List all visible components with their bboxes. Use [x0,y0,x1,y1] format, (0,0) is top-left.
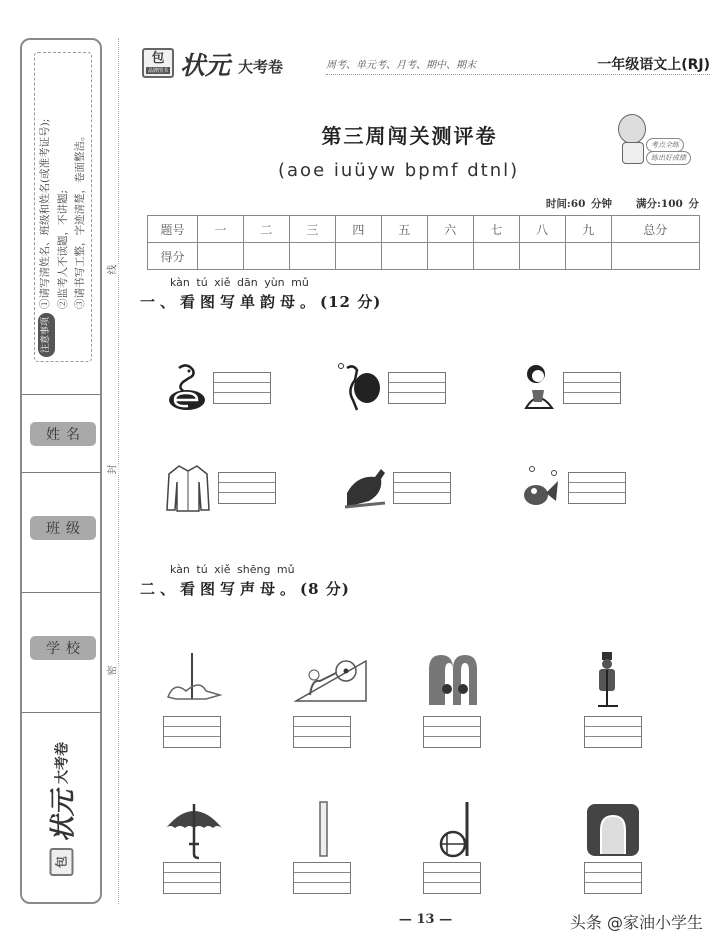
section2-points: (8 分) [300,580,350,598]
row-label: 得分 [148,243,198,270]
score-cell[interactable] [381,243,427,270]
notice-text [37,57,89,357]
page-subtitle: (aoe iuüyw bpmf dtnl) [278,160,520,181]
score-cell[interactable] [473,243,519,270]
brand-logo-icon: 包 [49,848,73,876]
score-cell[interactable] [198,243,244,270]
writing-grid[interactable] [568,472,626,504]
page-header [140,44,710,82]
binding-sidebar [20,38,102,904]
time-limit: 时间:60 分钟 [545,198,613,210]
writing-grid[interactable] [584,862,642,894]
drum-d-icon [424,800,486,860]
mascot-bubble-2: 练出好成绩 [646,151,691,165]
name-field-label[interactable]: 姓名 [30,422,96,446]
notice-badge: 注意事项 [38,313,55,357]
writing-grid[interactable] [388,372,446,404]
grade-label: 一年级语文上(RJ) [597,57,710,73]
school-section [22,593,100,713]
section2-pinyin: kàn tú xiě shēng mǔ [170,563,295,576]
score-table-score-row [148,243,700,270]
rooster-o-icon [335,362,385,414]
header-cell: 题号 [148,216,198,243]
stick-l-icon [293,800,355,860]
writing-grid[interactable] [218,472,276,504]
section1-pinyin: kàn tú xiě dān yùn mǔ [170,276,309,289]
sailboat-icon [163,650,225,708]
header-cell: 七 [473,216,519,243]
brand-script: 状元 [48,789,79,842]
class-field-label[interactable]: 班级 [30,516,96,540]
header-cell: 一 [198,216,244,243]
page-number: — 13 — [398,912,453,927]
section2-title: 二、看图写声母。(8 分) [140,580,350,598]
class-section [22,473,100,593]
cut-mark-seal: 封 [104,465,119,475]
notice-section [22,40,100,395]
writing-grid[interactable] [163,862,221,894]
writing-grid[interactable] [213,372,271,404]
header-cell: 八 [519,216,565,243]
score-table [147,215,700,270]
score-cell[interactable] [335,243,381,270]
fish-bubbles-icon [516,462,564,514]
crow-icon [340,462,392,514]
notice-box [34,52,92,362]
full-score: 满分:100 分 [636,198,699,210]
exam-types: 周考、单元考、月考、期中、期末 [326,60,476,71]
header-cell: 四 [335,216,381,243]
header-cell: 总分 [611,216,699,243]
shirt-icon [163,462,213,514]
mascot-bubble-1: 考点全练 [646,138,684,152]
score-cell[interactable] [519,243,565,270]
watermark: 头条 @家油小学生 [569,913,703,932]
cut-mark-secret: 密 [104,666,119,676]
publisher-logo-icon: 包 品牌图书 [142,48,174,78]
cut-mark-line: 线 [104,265,119,275]
header-cell: 六 [427,216,473,243]
score-table-header-row [148,216,700,243]
monkey-pushing-wheel-icon [293,652,371,706]
goose-e-icon [163,362,211,412]
writing-grid[interactable] [163,716,221,748]
girl-a-icon [516,362,560,414]
man-with-cane-icon [585,650,631,708]
score-cell[interactable] [611,243,699,270]
notice-line-2: ②监考人不读题，不讲题; [57,189,69,309]
writing-grid[interactable] [584,716,642,748]
score-cell[interactable] [289,243,335,270]
page-title: 第三周闯关测评卷 [321,124,498,148]
brand-subtitle: 大考卷 [54,741,70,784]
exam-meta [546,196,699,211]
score-cell[interactable] [243,243,289,270]
school-field-label[interactable]: 学校 [30,636,96,660]
writing-grid[interactable] [293,716,351,748]
brand-script: 状元 [180,51,231,80]
header-cell: 五 [381,216,427,243]
header-divider [326,74,710,75]
sidebar-brand-logo [43,741,80,875]
section1-title: 一、看图写单韵母。(12 分) [140,293,382,311]
tunnel-n-icon [582,800,644,860]
score-cell[interactable] [565,243,611,270]
sidebar-brand [22,713,100,904]
name-section [22,395,100,473]
score-cell[interactable] [427,243,473,270]
writing-grid[interactable] [423,862,481,894]
door-m-icon [424,652,482,708]
brand-subtitle: 大考卷 [238,58,284,76]
header-cell: 九 [565,216,611,243]
writing-grid[interactable] [293,862,351,894]
header-cell: 三 [289,216,335,243]
writing-grid[interactable] [563,372,621,404]
writing-grid[interactable] [393,472,451,504]
section1-points: (12 分) [320,293,382,311]
umbrella-t-icon [163,800,225,860]
header-cell: 二 [243,216,289,243]
mascot-icon [612,110,702,170]
notice-line-3: ③请书写工整，字迹清楚，卷面整洁。 [74,130,86,309]
notice-line-1: ①请写清姓名、班级和姓名(或准考证号); [39,118,51,309]
writing-grid[interactable] [423,716,481,748]
